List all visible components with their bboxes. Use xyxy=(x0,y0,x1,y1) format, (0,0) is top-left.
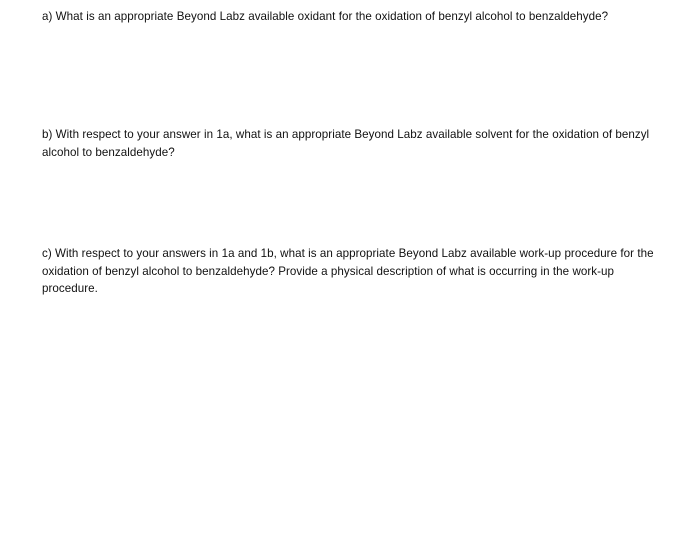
question-c: c) With respect to your answers in 1a and 1b, what is an appropriate Beyond Labz available work-up procedure for the oxidation of benzyl alcohol to benzaldehyde? Provide a physical description of what is occurring in the work-up procedure. xyxy=(42,247,654,295)
question-b: b) With respect to your answer in 1a, what is an appropriate Beyond Labz available solvent for the oxidation of benzyl alcohol to benzaldehyde? xyxy=(42,128,650,159)
question-a: a) What is an appropriate Beyond Labz available oxidant for the oxidation of benzyl alcohol to benzaldehyde? xyxy=(42,10,609,23)
